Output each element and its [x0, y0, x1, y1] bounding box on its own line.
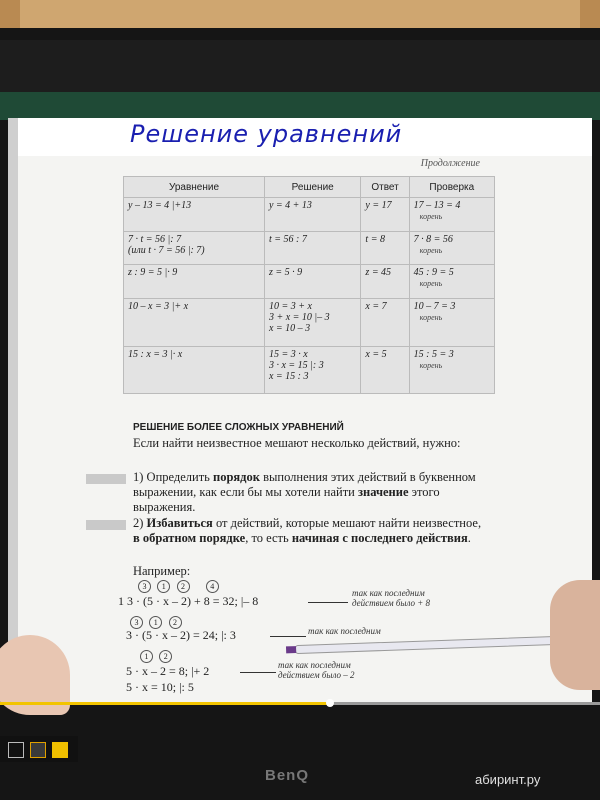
right-hand	[550, 580, 600, 690]
cell-equation: z : 9 = 5 |· 9	[124, 265, 265, 299]
cell-answer: z = 45	[361, 265, 409, 299]
cell-answer: t = 8	[361, 231, 409, 265]
table-row	[124, 198, 495, 232]
monitor-brand-logo: BenQ	[265, 767, 310, 784]
equations-table	[123, 176, 495, 394]
order-numbers-3: 1 2	[138, 650, 174, 663]
cell-solution: 15 = 3 · x 3 · x = 15 |: 3 x = 15 : 3	[264, 346, 360, 393]
header-equation: Уравнение	[124, 177, 265, 198]
windows-start-icon[interactable]	[8, 742, 24, 758]
cell-equation: 15 : x = 3 |· x	[124, 346, 265, 393]
section-heading: РЕШЕНИЕ БОЛЕЕ СЛОЖНЫХ УРАВНЕНИЙ	[133, 422, 344, 433]
file-explorer-icon[interactable]	[30, 742, 46, 758]
page-edge	[8, 118, 18, 703]
header-answer: Ответ	[361, 177, 409, 198]
cell-answer: x = 7	[361, 299, 409, 346]
equation-line-3: 5 · x – 2 = 8; |+ 2	[126, 664, 210, 678]
cell-solution: y = 4 + 13	[264, 198, 360, 232]
cell-answer: y = 17	[361, 198, 409, 232]
textbook-page	[8, 118, 592, 703]
app-icon[interactable]	[52, 742, 68, 758]
note-1: так как последним действием было + 8	[352, 588, 431, 608]
progress-thumb[interactable]	[326, 699, 334, 707]
example-label: Например:	[133, 564, 191, 578]
step-2: 2) Избавиться от действий, которые мешают найти неизвестное, в обратном порядке, то есть начиная с последнего действия.	[133, 516, 482, 545]
title-band	[8, 118, 592, 156]
root-label: корень	[419, 212, 443, 221]
margin-mark	[86, 474, 126, 484]
background-greenboard	[0, 92, 600, 120]
root-label: корень	[419, 279, 443, 289]
table-row	[124, 231, 495, 265]
table-row	[124, 299, 495, 346]
cell-solution: t = 56 : 7	[264, 231, 360, 265]
arrow-3	[240, 672, 276, 673]
cell-check: 17 – 13 = 4 корень	[409, 198, 494, 232]
continuation-label: Продолжение	[420, 158, 480, 169]
root-label: корень	[419, 245, 443, 255]
cell-equation: y – 13 = 4 |+13	[124, 198, 265, 232]
section-intro: Если найти неизвестное мешают несколько действий, нужно:	[133, 436, 461, 450]
cell-check: 10 – 7 = 3 корень	[409, 299, 494, 346]
pen-tip	[286, 646, 296, 653]
taskbar	[0, 736, 78, 762]
cell-check: 45 : 9 = 5 корень	[409, 265, 494, 299]
root-label: корень	[419, 313, 443, 323]
page-title: Решение уравнений	[130, 120, 403, 148]
video-progress-bar[interactable]	[0, 702, 600, 705]
margin-mark	[86, 520, 126, 530]
step-1: 1) Определить порядок выполнения этих действий в буквенном выражении, как если бы мы хотели найти значение этого выражения.	[133, 470, 476, 514]
note-2: так как последним	[308, 626, 381, 636]
cell-equation: 7 · t = 56 |: 7 (или t · 7 = 56 |: 7)	[124, 231, 265, 265]
cell-equation: 10 – x = 3 |+ x	[124, 299, 265, 346]
header-solution: Решение	[264, 177, 360, 198]
arrow-1	[308, 602, 348, 603]
equation-line-4: 5 · x = 10; |: 5	[126, 680, 194, 694]
cell-answer: x = 5	[361, 346, 409, 393]
table-row	[124, 265, 495, 299]
order-numbers-1: 3 1 2 4	[136, 580, 221, 593]
cell-solution: 10 = 3 + x 3 + x = 10 |– 3 x = 10 – 3	[264, 299, 360, 346]
cell-check: 7 · 8 = 56 корень	[409, 231, 494, 265]
cell-check: 15 : 5 = 3 корень	[409, 346, 494, 393]
cell-solution: z = 5 · 9	[264, 265, 360, 299]
header-check: Проверка	[409, 177, 494, 198]
arrow-2	[270, 636, 306, 637]
note-3: так как последним действием было – 2	[278, 660, 355, 680]
progress-fill	[0, 702, 330, 705]
root-label: корень	[419, 360, 443, 370]
equation-line-1: 1 3 · (5 · x – 2) + 8 = 32; |– 8	[118, 594, 259, 608]
screen	[8, 118, 592, 703]
table-row	[124, 346, 495, 393]
equation-line-2: 3 · (5 · x – 2) = 24; |: 3	[126, 628, 236, 642]
wall-board	[20, 0, 580, 30]
watermark: абиринт.ру	[475, 772, 541, 787]
order-numbers-2: 3 1 2	[128, 616, 184, 629]
